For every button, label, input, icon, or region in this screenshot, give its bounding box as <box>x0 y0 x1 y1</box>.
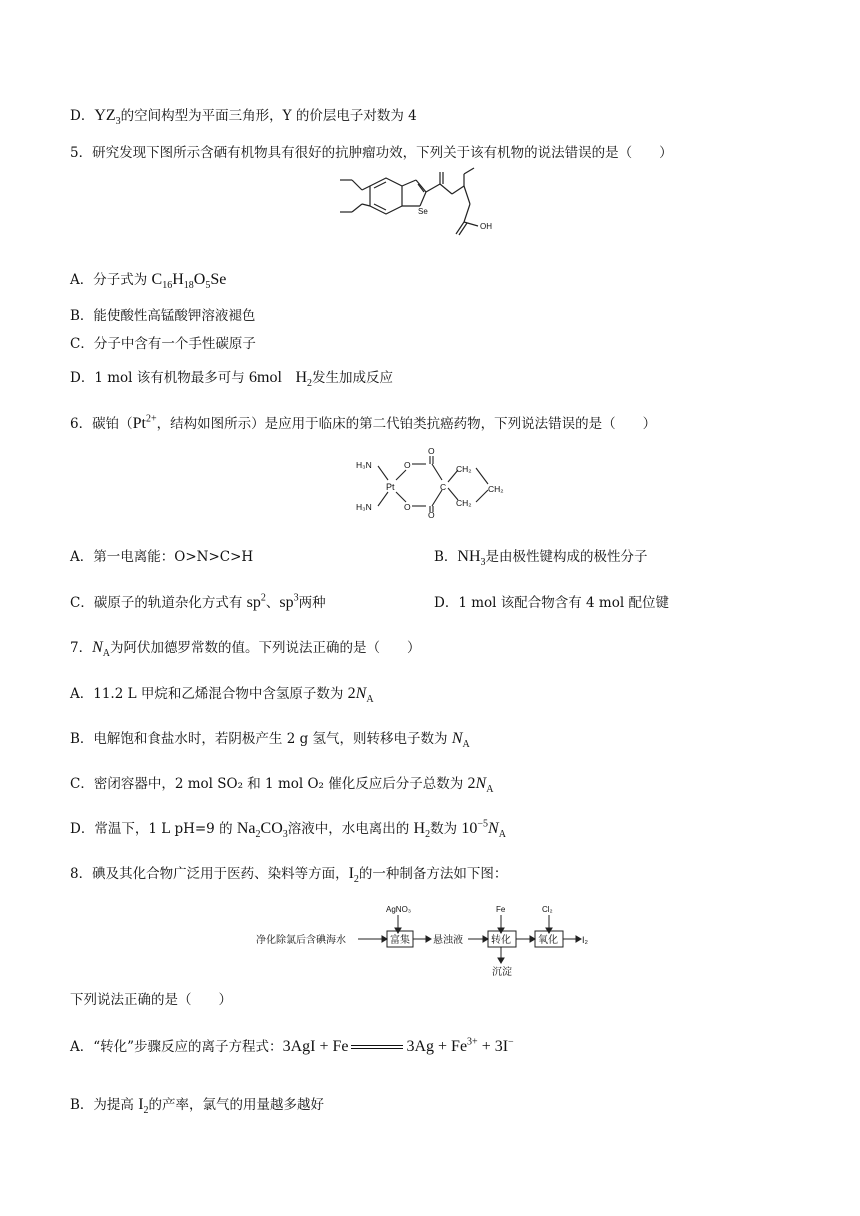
flow-start: 净化除氯后含碘海水 <box>256 935 346 946</box>
q7-option-a: A．11.2 L 甲烷和乙烯混合物中含氢原子数为 $2N_A$ <box>70 685 374 706</box>
flow-cl2: Cl₂ <box>542 905 553 914</box>
q8-flow-diagram <box>256 898 596 980</box>
flow-mid: 悬浊液 <box>433 935 463 946</box>
svg-text:CH₂: CH₂ <box>456 498 472 508</box>
q7-stem: 7．$N_A$为阿伏加德罗常数的值。下列说法正确的是（ ） <box>70 639 421 660</box>
q8-stem: 8．碘及其化合物广泛用于医药、染料等方面，$I_2$的一种制备方法如下图： <box>70 865 508 886</box>
q8-after: 下列说法正确的是（ ） <box>70 992 232 1008</box>
se-label: Se <box>418 207 428 216</box>
flow-box3: 氧化 <box>538 935 558 946</box>
svg-text:O: O <box>404 460 411 470</box>
q7-option-d: D．常温下，1 L pH=9 的 $Na_2CO_3$溶液中，水电离出的 $H_2$数为 $10^{-5}N_A$ <box>70 818 506 841</box>
svg-text:Pt: Pt <box>386 482 395 492</box>
svg-text:O: O <box>404 502 411 512</box>
flow-box1: 富集 <box>390 935 410 946</box>
q7-option-c: C．密闭容器中，2 mol SO₂ 和 1 mol O₂ 催化反应后分子总数为 $2N_A$ <box>70 775 494 796</box>
svg-text:CH₂: CH₂ <box>488 484 504 494</box>
q6-structure <box>352 444 512 520</box>
q8-option-b: B．为提高 $I_2$的产率，氯气的用量越多越好 <box>70 1096 325 1117</box>
flow-end: I₂ <box>582 935 588 945</box>
q5-option-c: C．分子中含有一个手性碳原子 <box>70 336 256 352</box>
q8-option-a: A．“转化”步骤反应的离子方程式：3AgI + Fe $3Ag + Fe^{3+} + 3I^-$ <box>70 1036 514 1055</box>
svg-text:H₃N: H₃N <box>356 502 372 512</box>
flow-box2: 转化 <box>491 935 511 946</box>
svg-text:O: O <box>428 446 435 456</box>
equation-sign <box>351 1045 403 1049</box>
flow-agno3: AgNO₃ <box>386 905 412 914</box>
svg-text:CH₂: CH₂ <box>456 464 472 474</box>
q6-option-a: A．第一电离能：O>N>C>H <box>70 549 254 565</box>
q4-option-d: D．$YZ_3$的空间构型为平面三角形，Y 的价层电子对数为 4 <box>70 107 417 128</box>
q5-stem: 5．研究发现下图所示含硒有机物具有很好的抗肿瘤功效，下列关于该有机物的说法错误的是（ ） <box>70 145 673 161</box>
q5-option-b: B．能使酸性高锰酸钾溶液褪色 <box>70 308 256 324</box>
formula: $YZ_3$ <box>94 107 121 128</box>
flow-fe: Fe <box>496 905 506 914</box>
oh-label: OH <box>480 222 492 231</box>
q6-option-d: D．1 mol 该配合物含有 4 mol 配位键 <box>434 595 669 611</box>
q6-stem: 6．碳铂（$Pt^{2+}$，结构如图所示）是应用于临床的第二代铂类抗癌药物，下列说法错误的是（ ） <box>70 413 657 432</box>
q6-option-c: C．碳原子的轨道杂化方式有 $sp^2$、$sp^3$两种 <box>70 592 326 611</box>
svg-text:C: C <box>440 482 447 492</box>
svg-text:H₃N: H₃N <box>356 460 372 470</box>
svg-text:O: O <box>428 510 435 520</box>
q5-structure <box>330 164 500 258</box>
q5-option-d: D．1 mol 该有机物最多可与 6mol $H_2$发生加成反应 <box>70 369 393 390</box>
q7-option-b: B．电解饱和食盐水时，若阴极产生 2 g 氢气，则转移电子数为 $N_A$ <box>70 730 470 751</box>
flow-precip: 沉淀 <box>492 967 512 978</box>
q6-option-b: B．$NH_3$是由极性键构成的极性分子 <box>434 548 648 569</box>
q5-option-a: A．分子式为 $C_{16}H_{18}O_5Se$ <box>70 271 227 292</box>
